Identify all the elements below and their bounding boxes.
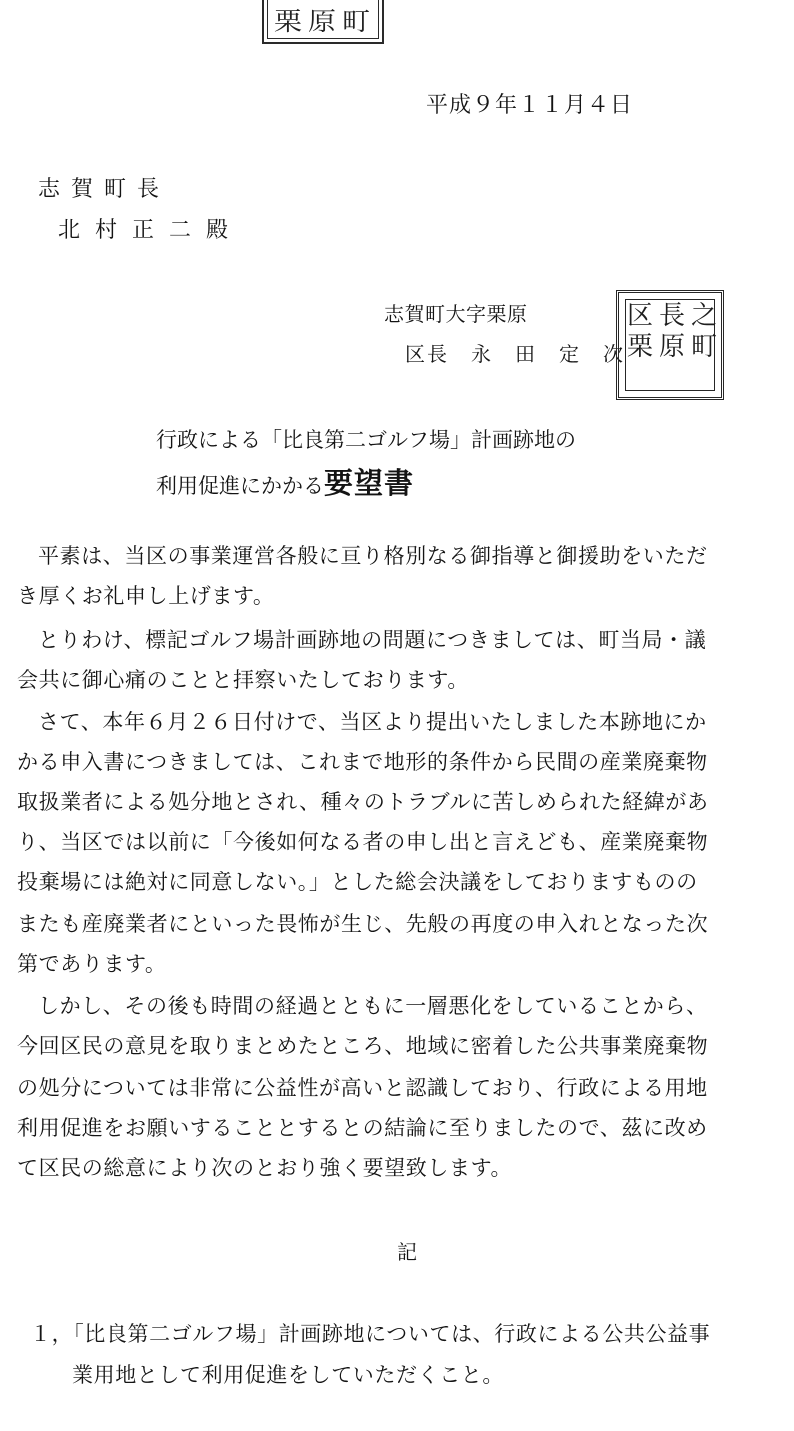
body-line: 会共に御心痛のことと拝察いたしております。 xyxy=(17,668,469,692)
body-line: とりわけ、標記ゴルフ場計画跡地の問題につきましては、町当局・議 xyxy=(38,628,707,652)
seal-glyph: 原 xyxy=(308,6,337,37)
document-date: 平成９年１１月４日 xyxy=(426,93,634,118)
seal-stamp-top xyxy=(262,0,384,44)
body-line: またも産廃業者にといった畏怖が生じ、先般の再度の申入れとなった次 xyxy=(17,912,709,936)
document-title-line-2 xyxy=(156,461,414,502)
sender-name: 区長 永 田 定 次 xyxy=(405,342,625,366)
seal-glyph: 町 xyxy=(342,6,371,37)
seal-column: 之 町 xyxy=(690,301,717,362)
request-item-line-2: 業用地として利用促進をしていただくこと。 xyxy=(72,1363,504,1387)
body-line: て区民の総意により次のとおり強く要望致します。 xyxy=(17,1156,513,1180)
body-line: 取扱業者による処分地とされ、種々のトラブルに苦しめられた経緯があ xyxy=(17,790,709,814)
sender-address: 志賀町大字栗原 xyxy=(384,302,528,326)
body-line: き厚くお礼申し上げます。 xyxy=(17,584,275,608)
document-title-line-1: 行政による「比良第二ゴルフ場」計画跡地の xyxy=(156,428,576,452)
seal-column: 長 原 xyxy=(658,301,685,362)
ki-heading: 記 xyxy=(397,1240,417,1264)
body-line: 平素は、当区の事業運営各般に亘り格別なる御指導と御援助をいただ xyxy=(38,544,708,568)
seal-glyph: 栗 xyxy=(274,6,303,37)
body-line: の処分については非常に公益性が高いと認識しており、行政による用地 xyxy=(17,1076,708,1100)
recipient-title: 志賀町長 xyxy=(38,177,171,202)
seal-column: 区 栗 xyxy=(626,301,653,362)
body-line: 第であります。 xyxy=(17,952,167,976)
body-line: 投棄場には絶対に同意しない。」とした総会決議をしておりますものの xyxy=(17,870,698,894)
title-emphasis: 要望書 xyxy=(324,466,415,500)
body-line: 今回区民の意見を取りまとめたところ、地域に密着した公共事業廃棄物 xyxy=(17,1034,709,1058)
body-line: 利用促進をお願いすることとするとの結論に至りましたので、茲に改め xyxy=(17,1116,708,1140)
body-line: しかし、その後も時間の経過とともに一層悪化をしていることから、 xyxy=(38,994,708,1018)
recipient-name: 北村正二殿 xyxy=(58,218,244,243)
request-item-line-1: １，「比良第二ゴルフ場」計画跡地については、行政による公共公益事 xyxy=(30,1322,711,1346)
body-line: かる申入書につきましては、これまで地形的条件から民間の産業廃棄物 xyxy=(17,750,708,774)
title-prefix: 利用促進にかかる xyxy=(156,474,324,498)
seal-stamp-main xyxy=(616,290,724,400)
body-line: さて、本年６月２６日付けで、当区より提出いたしました本跡地にか xyxy=(38,710,707,734)
body-line: り、当区では以前に「今後如何なる者の申し出と言えども、産業廃棄物 xyxy=(17,830,709,854)
